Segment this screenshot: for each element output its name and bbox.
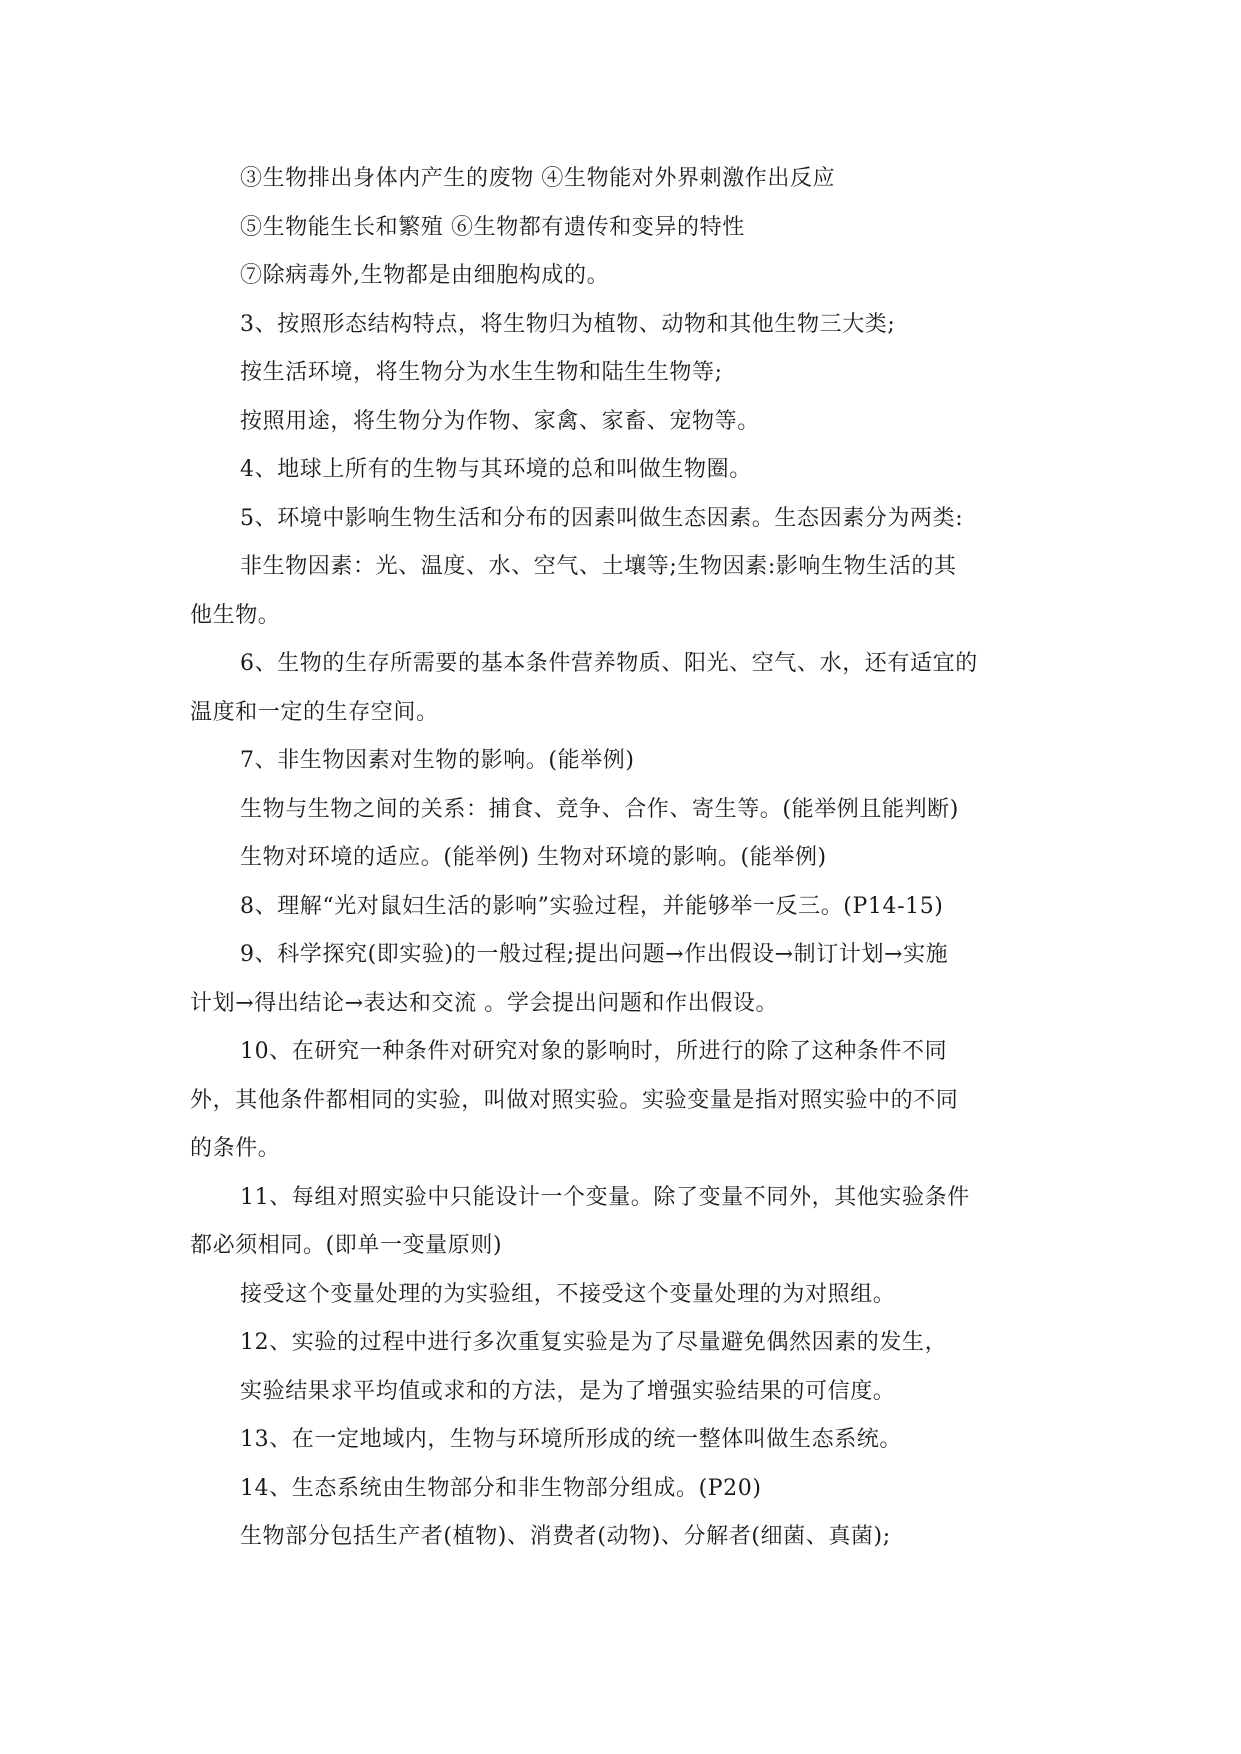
text-line: 8、理解“光对鼠妇生活的影响”实验过程，并能够举一反三。(P14-15) [240,893,944,919]
text-line: 外，其他条件都相同的实验，叫做对照实验。实验变量是指对照实验中的不同 [190,1087,959,1113]
text-line: 计划→得出结论→表达和交流 。学会提出问题和作出假设。 [190,990,779,1016]
text-line: 生物对环境的适应。(能举例) 生物对环境的影响。(能举例) [240,845,827,870]
text-line: 7、非生物因素对生物的影响。(能举例) [240,748,635,773]
text-line: 4、地球上所有的生物与其环境的总和叫做生物圈。 [240,457,752,482]
document-body [190,155,1060,1562]
text-line: 5、环境中影响生物生活和分布的因素叫做生态因素。生态因素分为两类: [240,505,964,531]
text-line: 6、生物的生存所需要的基本条件营养物质、阳光、空气、水，还有适宜的 [240,651,978,676]
text-line: 13、在一定地域内，生物与环境所形成的统一整体叫做生态系统。 [240,1427,902,1452]
text-line: 按照用途，将生物分为作物、家禽、家畜、宠物等。 [240,408,760,434]
text-line: 按生活环境，将生物分为水生生物和陆生生物等; [240,360,723,385]
text-line: 非生物因素：光、温度、水、空气、土壤等;生物因素:影响生物生活的其 [240,554,957,579]
text-line: 11、每组对照实验中只能设计一个变量。除了变量不同外，其他实验条件 [240,1184,970,1210]
text-line: 的条件。 [190,1136,281,1161]
text-line: 3、按照形态结构特点，将生物归为植物、动物和其他生物三大类; [240,311,896,337]
text-line: ⑤生物能生长和繁殖 ⑥生物都有遗传和变异的特性 [240,214,745,240]
text-line: 生物部分包括生产者(植物)、消费者(动物)、分解者(细菌、真菌); [240,1524,891,1549]
text-line: ⑦除病毒外,生物都是由细胞构成的。 [240,263,610,288]
text-line: 实验结果求平均值或求和的方法，是为了增强实验结果的可信度。 [240,1378,896,1404]
text-line: 9、科学探究(即实验)的一般过程;提出问题→作出假设→制订计划→实施 [240,942,949,967]
text-line: 温度和一定的生存空间。 [190,699,439,725]
text-line: 他生物。 [190,602,281,628]
text-line: 10、在研究一种条件对研究对象的影响时，所进行的除了这种条件不同 [240,1039,948,1064]
text-line: 生物与生物之间的关系：捕食、竞争、合作、寄生等。(能举例且能判断) [240,796,959,822]
text-line: ③生物排出身体内产生的废物 ④生物能对外界刺激作出反应 [240,166,836,191]
text-line: 接受这个变量处理的为实验组，不接受这个变量处理的为对照组。 [240,1281,896,1307]
text-line: 14、生态系统由生物部分和非生物部分组成。(P20) [240,1475,762,1501]
text-line: 都必须相同。(即单一变量原则) [190,1233,503,1258]
text-line: 12、实验的过程中进行多次重复实验是为了尽量避免偶然因素的发生， [240,1330,948,1355]
